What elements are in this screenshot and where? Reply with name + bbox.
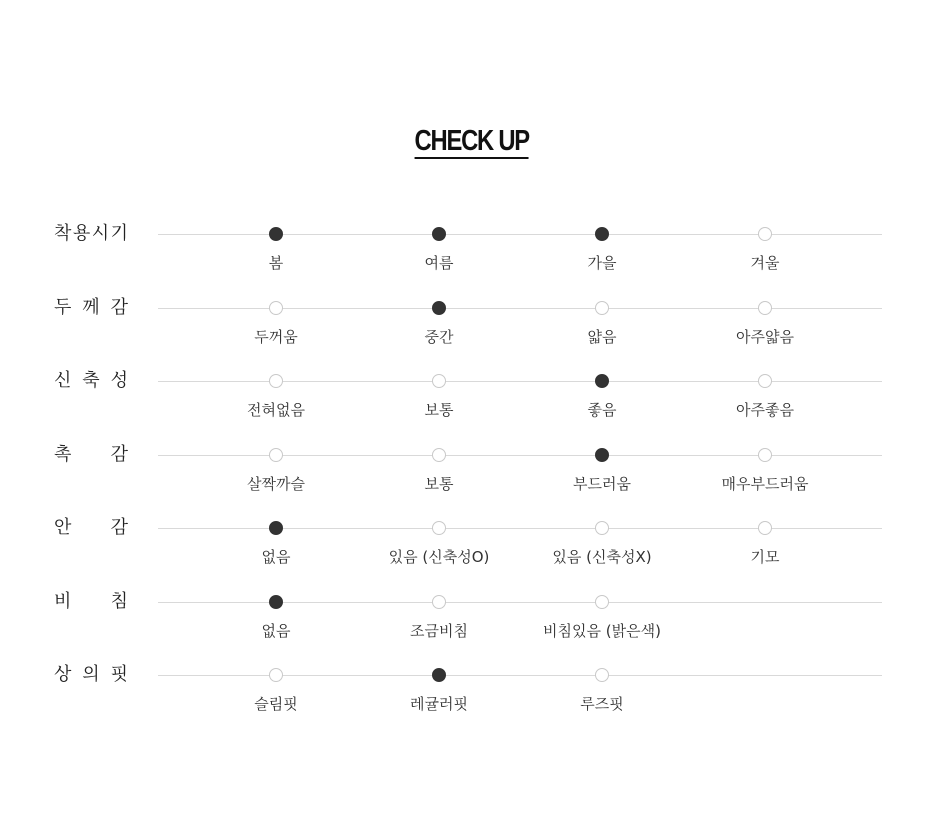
row-label: [54, 369, 128, 393]
option-label: 없음: [261, 621, 291, 640]
option-label: 비침있음 (밝은색): [543, 621, 661, 640]
option-label: 슬림핏: [254, 695, 298, 713]
checkup-title: CHECK UP: [414, 125, 529, 157]
unselected-dot-indicator: [269, 668, 283, 682]
option-label: 없음: [261, 548, 291, 566]
unselected-dot-indicator: [432, 448, 446, 462]
selected-dot-indicator: [269, 227, 283, 241]
checkup-row: [0, 443, 943, 505]
selected-dot-indicator: [269, 595, 283, 609]
unselected-dot-indicator: [758, 374, 772, 388]
option-label: 두꺼움: [254, 327, 298, 346]
unselected-dot-indicator: [269, 301, 283, 315]
row-label-char: 축: [82, 370, 100, 391]
row-label-char: 안: [54, 517, 72, 538]
row-label-char: 께: [82, 296, 100, 318]
option-label: 있음 (신축성X): [552, 548, 652, 566]
checkup-row: [0, 296, 943, 358]
row-label-char: 착: [54, 223, 72, 244]
option-label: 보통: [424, 474, 454, 493]
row-track-line: [158, 308, 882, 309]
unselected-dot-indicator: [595, 521, 609, 535]
selected-dot-indicator: [595, 374, 609, 388]
row-label-char: 의: [82, 664, 100, 685]
unselected-dot-indicator: [432, 595, 446, 609]
row-label-char: 감: [110, 296, 128, 318]
unselected-dot-indicator: [758, 301, 772, 315]
row-label-char: 두: [54, 296, 72, 318]
row-label-char: 성: [110, 370, 128, 391]
option-label: 기모: [750, 548, 780, 566]
selected-dot-indicator: [432, 227, 446, 241]
option-label: 전혀없음: [247, 401, 305, 419]
row-label: [54, 443, 128, 467]
unselected-dot-indicator: [432, 374, 446, 388]
row-label: [54, 296, 128, 320]
unselected-dot-indicator: [269, 374, 283, 388]
option-label: 아주얇음: [736, 327, 794, 346]
row-label: [54, 663, 128, 687]
option-label: 좋음: [587, 401, 617, 419]
unselected-dot-indicator: [595, 595, 609, 609]
row-label-char: 비: [54, 590, 72, 612]
unselected-dot-indicator: [758, 521, 772, 535]
option-label: 아주좋음: [736, 401, 794, 419]
option-label: 여름: [424, 254, 454, 272]
row-label-char: 핏: [110, 664, 128, 685]
row-track-line: [158, 602, 882, 603]
selected-dot-indicator: [432, 668, 446, 682]
row-label: [54, 516, 128, 540]
selected-dot-indicator: [432, 301, 446, 315]
row-label-char: 용: [72, 223, 91, 244]
option-label: 있음 (신축성O): [388, 548, 490, 566]
row-label-char: 상: [54, 664, 72, 685]
unselected-dot-indicator: [758, 448, 772, 462]
unselected-dot-indicator: [758, 227, 772, 241]
option-label: 루즈핏: [580, 695, 624, 713]
row-track-line: [158, 675, 882, 676]
row-label-char: 촉: [54, 443, 72, 465]
unselected-dot-indicator: [595, 668, 609, 682]
row-track-line: [158, 455, 882, 456]
row-label-char: 침: [110, 590, 128, 612]
row-label: [54, 590, 128, 614]
row-track-line: [158, 234, 882, 235]
selected-dot-indicator: [595, 448, 609, 462]
option-label: 얇음: [587, 327, 617, 346]
unselected-dot-indicator: [269, 448, 283, 462]
option-label: 부드러움: [573, 474, 631, 493]
row-label-char: 감: [110, 517, 128, 538]
checkup-row: [0, 590, 943, 652]
option-label: 보통: [424, 401, 454, 419]
option-label: 매우부드러움: [721, 474, 809, 493]
row-label-char: 기: [110, 223, 128, 244]
checkup-row: [0, 223, 943, 284]
selected-dot-indicator: [269, 521, 283, 535]
row-track-line: [158, 528, 882, 529]
selected-dot-indicator: [595, 227, 609, 241]
checkup-header: [0, 126, 943, 159]
option-label: 봄: [268, 254, 284, 272]
option-label: 가을: [587, 254, 617, 272]
row-label-char: 감: [110, 443, 128, 465]
checkup-row: [0, 370, 943, 431]
row-track-line: [158, 381, 882, 382]
row-label-char: 시: [91, 223, 110, 244]
option-label: 겨울: [750, 254, 780, 272]
checkup-row: [0, 517, 943, 578]
option-label: 살짝까슬: [247, 474, 305, 493]
row-label: [54, 222, 128, 246]
option-label: 조금비침: [410, 621, 468, 640]
row-label-char: 신: [54, 370, 72, 391]
option-label: 중간: [424, 327, 454, 346]
option-label: 레귤러핏: [410, 695, 468, 713]
checkup-row: [0, 664, 943, 725]
unselected-dot-indicator: [432, 521, 446, 535]
unselected-dot-indicator: [595, 301, 609, 315]
